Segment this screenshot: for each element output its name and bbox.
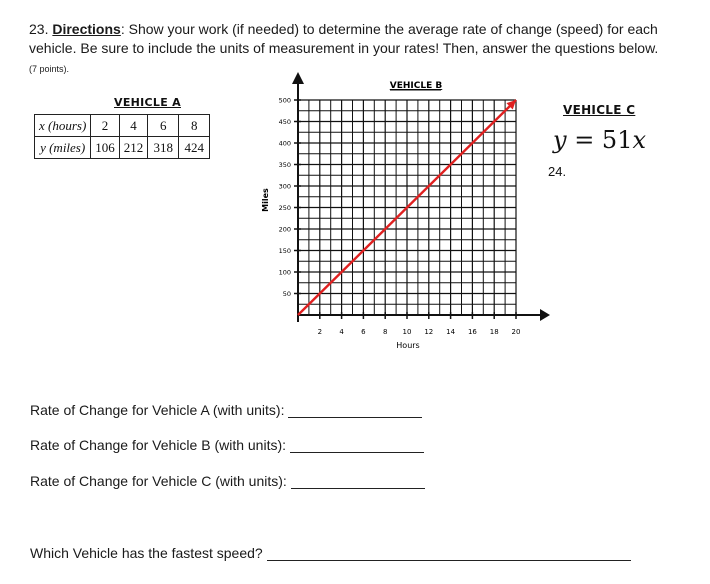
x-tick-label: 12 [424,328,434,336]
chart-title: VEHICLE B [389,81,443,91]
answer-blank-rate-a[interactable] [288,403,422,418]
vehicle-c-title: VEHICLE C [563,103,636,117]
question-number: 23. [29,21,49,37]
table-cell: 8 [179,115,210,137]
equation-y: y [553,126,567,154]
x-tick-label: 4 [339,328,344,336]
y-tick-label: 400 [278,139,291,148]
y-axis-arrow [292,72,304,84]
y-tick-label: 250 [278,204,291,212]
question-rate-b [30,437,424,453]
question-rate-b-text: Rate of Change for Vehicle B (with units): [30,437,287,453]
table-cell: 106 [91,137,120,159]
question-rate-c-text: Rate of Change for Vehicle C (with units): [30,473,287,489]
x-row-label: x (hours) [35,115,91,137]
x-tick-label: 8 [382,328,388,336]
vehicle-a-title: VEHICLE A [114,96,181,109]
x-tick-label: 14 [446,328,456,336]
directions-text: : Show your work (if needed) to determine the average rate of change (speed) for each vehicle. Be sure to include the units of measurement in your rates! Then, answer the questions below. [29,21,659,56]
y-axis-label: Miles [261,188,270,212]
y-tick-label: 100 [278,268,291,277]
answer-blank-rate-c[interactable] [291,474,425,489]
y-tick-label: 350 [278,161,291,169]
table-cell: 2 [91,115,120,137]
y-tick-label: 50 [282,290,291,298]
answer-blank-rate-b[interactable] [290,438,424,453]
table-cell: 424 [179,137,210,159]
question-rate-c [30,473,425,489]
table-cell: 6 [148,115,179,137]
y-tick-label: 300 [278,182,291,191]
equation-x: x [632,126,647,154]
y-tick-label: 500 [278,96,291,105]
question-24-number: 24. [548,164,567,179]
question-rate-a-text: Rate of Change for Vehicle A (with units): [30,402,285,418]
x-axis-arrow [540,309,550,321]
x-tick-label: 2 [317,328,323,336]
y-tick-label: 450 [278,118,291,126]
x-tick-label: 16 [467,328,477,336]
x-tick-label: 10 [402,328,412,336]
x-axis-label: Hours [396,341,420,350]
y-tick-label: 150 [278,247,291,255]
y-row-label: y (miles) [35,137,91,159]
question-fastest [30,545,631,561]
equation-rhs: = 51 [566,126,633,154]
question-rate-a [30,402,422,418]
table-cell: 4 [119,115,148,137]
y-tick-label: 200 [278,225,291,234]
vehicle-c-equation [553,126,646,154]
x-tick-label: 6 [361,328,366,336]
x-tick-label: 20 [511,328,521,336]
x-tick-label: 18 [489,328,499,336]
points-note: (7 points). [29,64,70,74]
directions-keyword: Directions [52,21,121,37]
answer-blank-fastest[interactable] [267,546,631,561]
table-cell: 318 [148,137,179,159]
question-fastest-text: Which Vehicle has the fastest speed? [30,545,263,561]
table-cell: 212 [119,137,148,159]
